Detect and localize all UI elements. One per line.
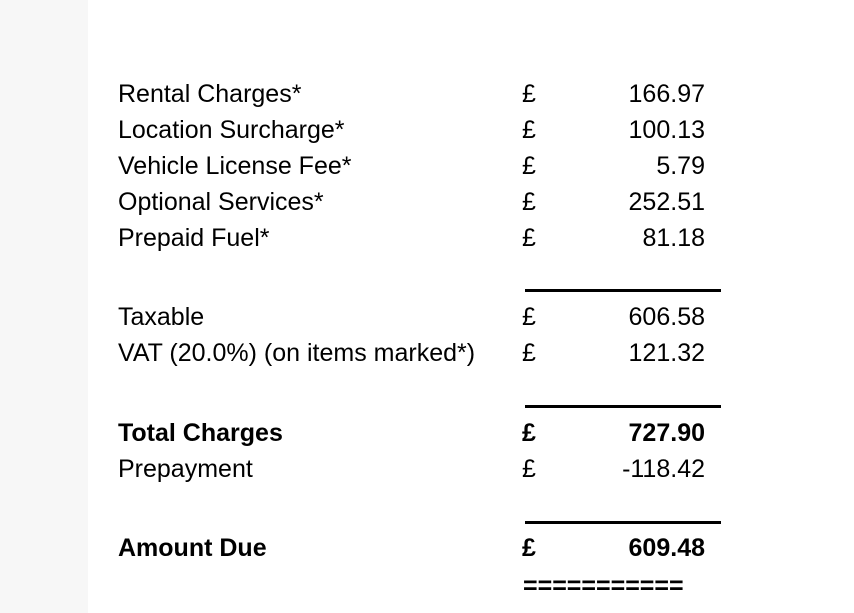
double-underline: ===========	[523, 572, 684, 600]
total-charges-amount: 727.90	[628, 419, 705, 447]
currency-symbol: £	[522, 534, 536, 562]
amount-due-amount: 609.48	[628, 534, 705, 562]
line-item-optional-services	[88, 186, 854, 218]
currency-symbol: £	[522, 152, 536, 180]
charges-summary	[88, 0, 854, 613]
total-charges-row	[88, 417, 854, 449]
line-item-label: Location Surcharge*	[118, 116, 345, 144]
line-item-label: Optional Services*	[118, 188, 324, 216]
line-item-amount: 81.18	[642, 224, 705, 252]
line-item-label: Rental Charges*	[118, 80, 302, 108]
line-item-label: Vehicle License Fee*	[118, 152, 352, 180]
currency-symbol: £	[522, 455, 536, 483]
prepayment-row	[88, 453, 854, 485]
line-item-vehicle-license-fee	[88, 150, 854, 182]
line-item-amount: 166.97	[628, 80, 705, 108]
amount-due-label: Amount Due	[118, 534, 267, 562]
line-item-rental-charges	[88, 78, 854, 110]
currency-symbol: £	[522, 339, 536, 367]
total-rule	[525, 405, 721, 408]
subtotal-rule	[525, 289, 721, 292]
currency-symbol: £	[522, 188, 536, 216]
line-item-amount: 252.51	[628, 188, 705, 216]
line-item-location-surcharge	[88, 114, 854, 146]
taxable-amount: 606.58	[628, 303, 705, 331]
prepayment-amount: -118.42	[622, 455, 705, 483]
total-charges-label: Total Charges	[118, 419, 283, 447]
line-item-prepaid-fuel	[88, 222, 854, 254]
line-item-label: Prepaid Fuel*	[118, 224, 270, 252]
currency-symbol: £	[522, 116, 536, 144]
currency-symbol: £	[522, 303, 536, 331]
amount-due-row	[88, 532, 854, 564]
vat-amount: 121.32	[628, 339, 705, 367]
line-item-amount: 5.79	[656, 152, 705, 180]
amount-due-rule	[525, 521, 721, 524]
taxable-row	[88, 301, 854, 333]
line-item-amount: 100.13	[628, 116, 705, 144]
taxable-label: Taxable	[118, 303, 205, 331]
prepayment-label: Prepayment	[118, 455, 253, 483]
vat-row	[88, 337, 854, 369]
currency-symbol: £	[522, 419, 536, 447]
vat-label: VAT (20.0%) (on items marked*)	[118, 339, 476, 367]
currency-symbol: £	[522, 80, 536, 108]
currency-symbol: £	[522, 224, 536, 252]
